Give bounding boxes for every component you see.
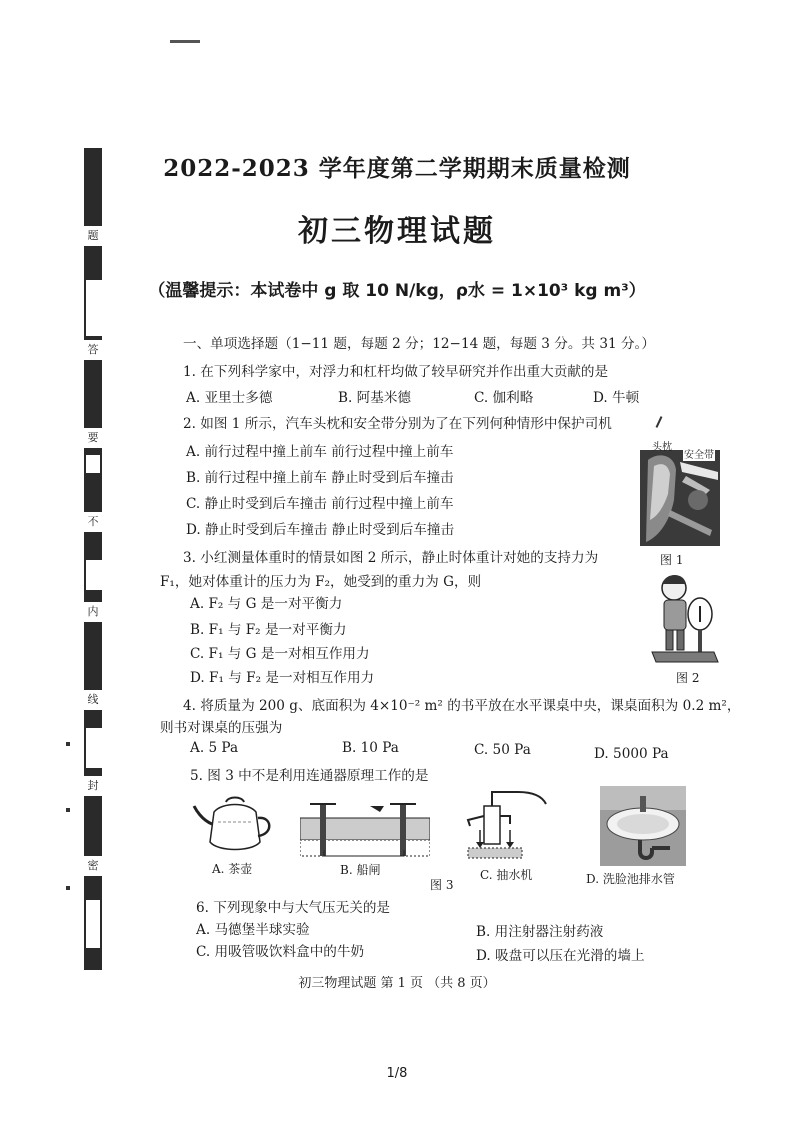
question-2-stem: 2. 如图 1 所示，汽车头枕和安全带分别为了在下列何种情形中保护司机 [183,416,612,432]
margin-mark [66,742,70,746]
q1-option-a: A. 亚里士多德 [186,390,273,406]
fig1-caption: 图 1 [660,553,684,567]
binding-label: 要 [84,428,102,448]
fig3d-label: D. 洗脸池排水管 [586,872,675,886]
margin-mark [66,886,70,890]
q2-option-a: A. 前行过程中撞上前车 前行过程中撞上前车 [186,444,454,460]
margin-mark [66,808,70,812]
fig3b-label: B. 船闸 [340,863,381,877]
stray-mark [656,416,663,428]
scan-blot [86,900,100,948]
section-heading: 一、单项选择题（1−11 题，每题 2 分；12−14 题，每题 3 分。共 31 分。） [183,336,655,352]
fig3-caption: 图 3 [430,878,454,892]
fig1-label-seatbelt: 安全带 [683,446,715,461]
fig3a-label: A. 茶壶 [212,862,253,876]
scan-mark [170,40,200,43]
binding-label: 题 [84,226,102,246]
binding-label: 内 [84,602,102,622]
binding-strip [84,148,102,970]
question-5-stem: 5. 图 3 中不是利用连通器原理工作的是 [190,768,429,784]
q4-option-a: A. 5 Pa [190,740,239,756]
question-3-stem-line1: 3. 小红测量体重时的情景如图 2 所示，静止时体重计对她的支持力为 [183,550,599,566]
figure-3b-ship-lock [300,796,430,860]
q1-option-b: B. 阿基米德 [338,390,412,406]
binding-label: 线 [84,690,102,710]
q6-option-b: B. 用注射器注射药液 [476,924,604,940]
q6-option-c: C. 用吸管吸饮料盒中的牛奶 [196,944,365,960]
q3-option-a: A. F₂ 与 G 是一对平衡力 [190,596,343,612]
q6-option-a: A. 马德堡半球实验 [196,922,310,938]
binding-label: 答 [84,340,102,360]
question-4-stem-line2: 则书对课桌的压强为 [160,720,283,736]
q3-option-d: D. F₁ 与 F₂ 是一对相互作用力 [190,670,375,686]
question-6-stem: 6. 下列现象中与大气压无关的是 [196,900,391,916]
scan-blot [86,455,100,473]
page-footer: 初三物理试题 第 1 页 （共 8 页） [298,976,496,991]
scan-blot [86,560,102,590]
binding-label: 不 [84,512,102,532]
figure-3c-water-pump [458,790,548,862]
fig1-label-headrest: 头枕 [652,442,672,453]
q2-option-c: C. 静止时受到后车撞击 前行过程中撞上前车 [186,496,454,512]
q3-option-c: C. F₁ 与 G 是一对相互作用力 [190,646,370,662]
scan-blot [86,728,102,768]
q4-option-d: D. 5000 Pa [594,746,669,762]
question-3-stem-line2: F₁，她对体重计的压力为 F₂，她受到的重力为 G，则 [160,574,482,590]
q4-option-b: B. 10 Pa [342,740,399,756]
q1-option-c: C. 伽利略 [474,390,534,406]
figure-1-car-seat [640,450,720,546]
binding-label: 封 [84,776,102,796]
q1-option-d: D. 牛顿 [593,390,640,406]
q2-option-d: D. 静止时受到后车撞击 静止时受到后车撞击 [186,522,455,538]
question-1-stem: 1. 在下列科学家中，对浮力和杠杆均做了较早研究并作出重大贡献的是 [183,364,609,380]
exam-subtitle: 初三物理试题 [298,214,496,249]
figure-3a-teapot [192,796,278,856]
figure-3d-sink-drain [600,786,686,866]
q2-option-b: B. 前行过程中撞上前车 静止时受到后车撞击 [186,470,454,486]
exam-hint: （温馨提示：本试卷中 g 取 10 N/kg，ρ水 = 1×10³ kg m³） [148,281,646,301]
exam-title: 2022-2023 学年度第二学期期末质量检测 [163,155,631,182]
q6-option-d: D. 吸盘可以压在光滑的墙上 [476,948,645,964]
page-number: 1/8 [386,1066,408,1081]
question-4-stem-line1: 4. 将质量为 200 g、底面积为 4×10⁻² m² 的书平放在水平课桌中央，课桌面积为 0.2 m²， [183,698,741,714]
figure-2-weighing-scale [648,570,720,670]
q3-option-b: B. F₁ 与 F₂ 是一对平衡力 [190,622,347,638]
fig2-caption: 图 2 [676,671,700,685]
binding-label: 密 [84,856,102,876]
q4-option-c: C. 50 Pa [474,742,531,758]
fig3c-label: C. 抽水机 [480,868,533,882]
